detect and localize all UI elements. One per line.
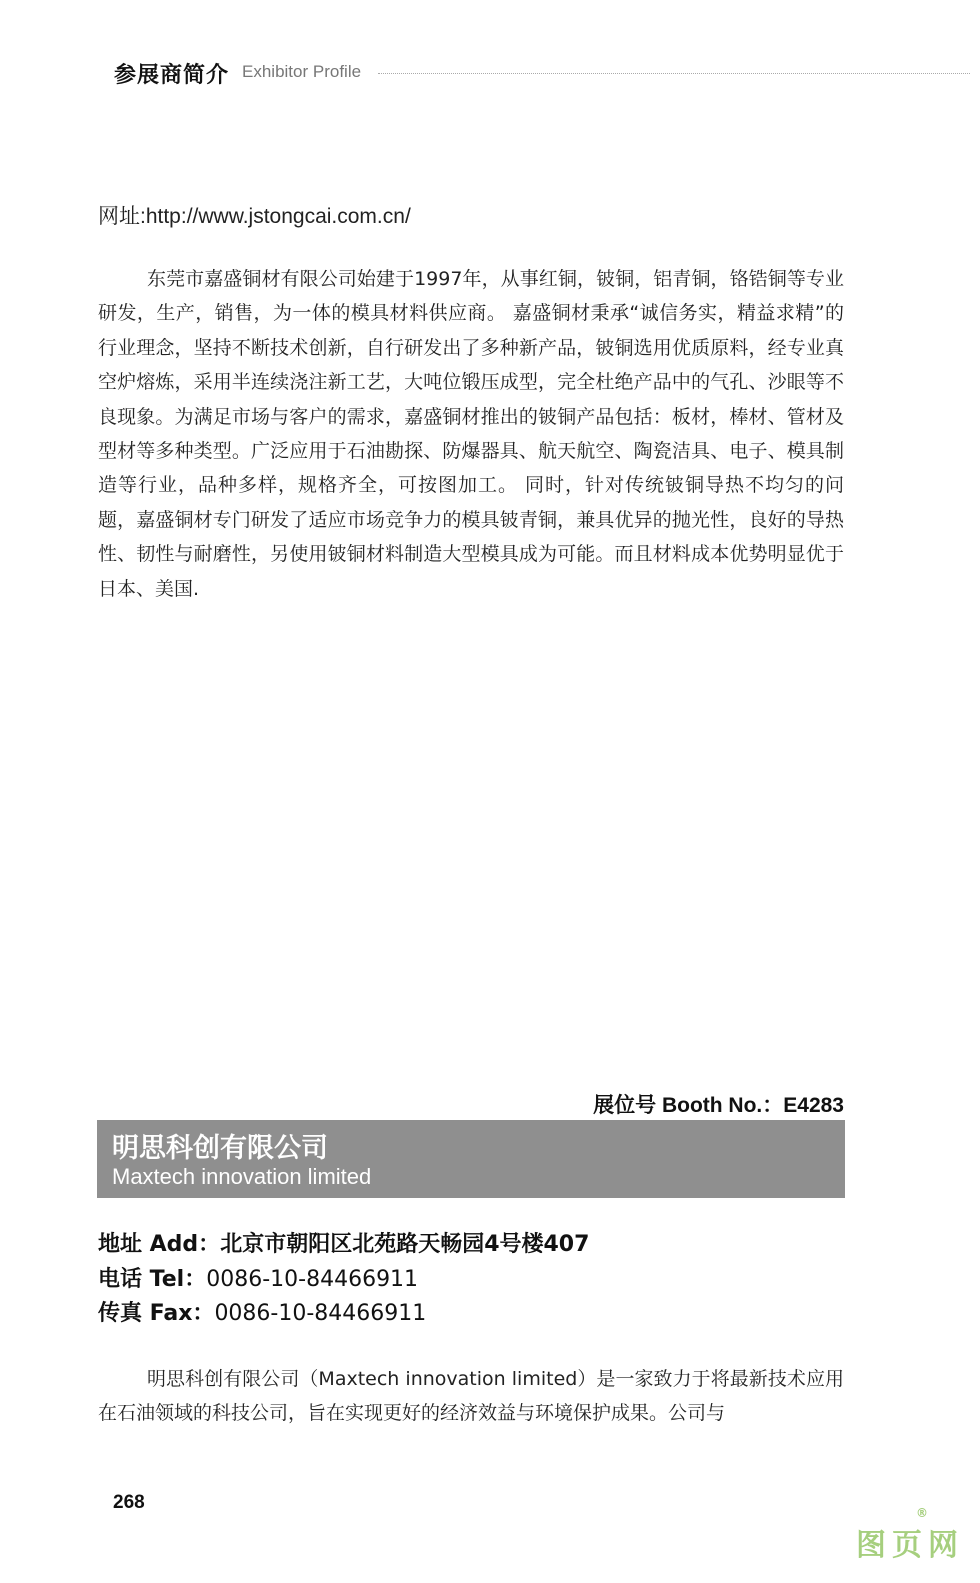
header-divider bbox=[378, 73, 970, 74]
tel-label: 电话 Tel： bbox=[98, 1266, 207, 1292]
page-header bbox=[0, 50, 980, 94]
company-description: 明思科创有限公司（Maxtech innovation limited）是一家致力于将最新技术应用在石油领域的科技公司，旨在实现更好的经济效益与环境保护成果。公司与 bbox=[98, 1368, 844, 1425]
header-margin bbox=[0, 50, 98, 94]
contact-info bbox=[98, 1228, 589, 1332]
company-name-en: Maxtech innovation limited bbox=[112, 1164, 372, 1189]
booth-number: 展位号 Booth No.：E4283 bbox=[593, 1094, 844, 1117]
prev-company-description: 东莞市嘉盛铜材有限公司始建于1997年，从事红铜，铍铜，铝青铜，铬锆铜等专业研发，生产，销售，为一体的模具材料供应商。 嘉盛铜材秉承“诚信务实，精益求精”的行业理念，坚持不断技术创新，自行研发出了多种新产品，铍铜选用优质原料，经专业真空炉熔炼，采用半连续浇注新工艺，大吨位锻压成型，完全杜绝产品中的气孔、沙眼等不良现象。为满足市场与客户的需求，嘉盛铜材推出的铍铜产品包括：板材，棒材、管材及型材等多种类型。广泛应用于石油勘探、防爆器具、航天航空、陶瓷洁具、电子、模具制造等行业，品种多样，规格齐全，可按图加工。 同时，针对传统铍铜导热不均匀的问题，嘉盛铜材专门研发了适应市场竞争力的模具铍青铜，兼具优异的抛光性，良好的导热性、韧性与耐磨性，另使用铍铜材料制造大型模具成为可能。而且材料成本优势明显优于日本、美国. bbox=[98, 268, 844, 600]
fax-line bbox=[98, 1297, 589, 1332]
address-label: 地址 Add： bbox=[98, 1232, 221, 1257]
website-url[interactable]: 网址:http://www.jstongcai.com.cn/ bbox=[98, 205, 411, 228]
company-name-cn: 明思科创有限公司 bbox=[112, 1133, 328, 1164]
page-number: 268 bbox=[113, 1492, 145, 1513]
fax-label: 传真 Fax： bbox=[98, 1301, 215, 1326]
header-title-cn: 参展商简介 bbox=[114, 63, 230, 88]
header-title-en: Exhibitor Profile bbox=[242, 62, 362, 81]
tel-line bbox=[98, 1263, 589, 1298]
company-title-band bbox=[97, 1120, 845, 1198]
registered-mark: ® bbox=[916, 1506, 928, 1520]
address-value: 北京市朝阳区北苑路天畅园4号楼407 bbox=[220, 1232, 590, 1257]
watermark-text: 图页网 bbox=[856, 1528, 964, 1563]
fax-value: 0086-10-84466911 bbox=[214, 1301, 427, 1326]
tel-value: 0086-10-84466911 bbox=[206, 1266, 419, 1292]
watermark-logo bbox=[856, 1506, 964, 1564]
address-line bbox=[98, 1228, 589, 1263]
